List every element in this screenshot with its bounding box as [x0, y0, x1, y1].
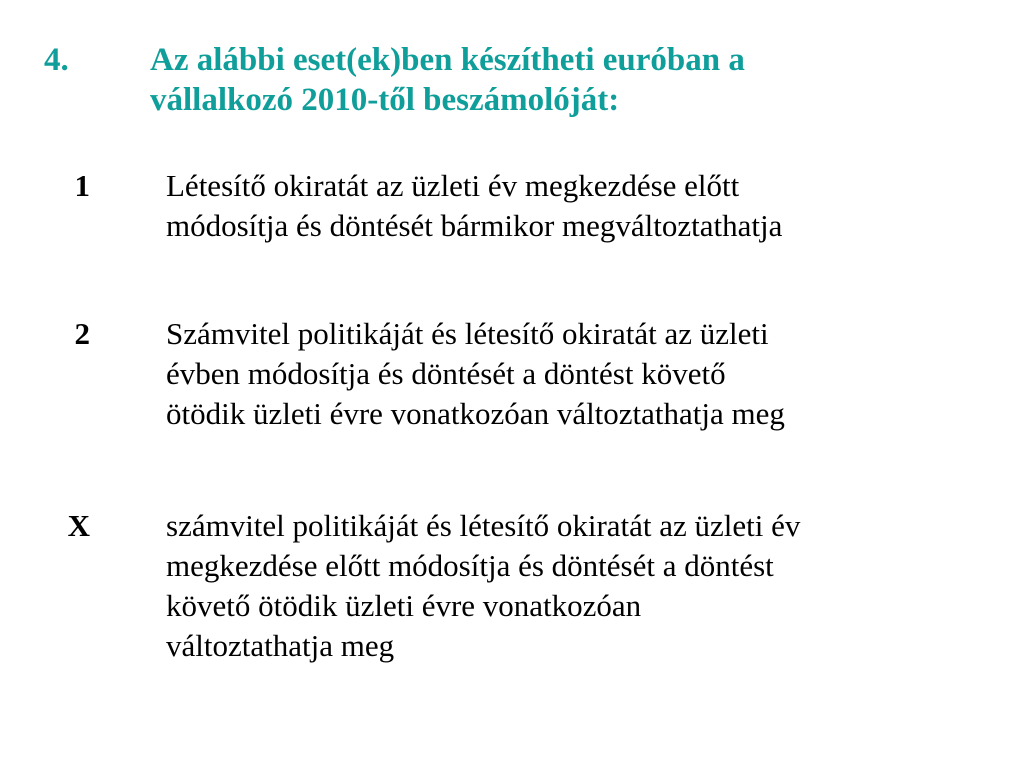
option-line: módosítja és döntését bármikor megváltoztathatja	[166, 208, 783, 243]
option-line: követő ötödik üzleti évre vonatkozóan	[166, 588, 642, 623]
option-marker: X	[67, 508, 90, 543]
question-line: Az alábbi eset(ek)ben készítheti euróban a	[150, 42, 745, 78]
option-line: ötödik üzleti évre vonatkozóan változtathatja meg	[166, 396, 785, 431]
option-text	[166, 166, 1006, 246]
option-line: számvitel politikáját és létesítő okiratát az üzleti év	[166, 508, 801, 543]
option-marker: 1	[74, 168, 90, 203]
option-line: Létesítő okiratát az üzleti év megkezdése előtt	[166, 168, 740, 203]
option-line: Számvitel politikáját és létesítő okiratát az üzleti	[166, 316, 769, 351]
question-text	[150, 40, 990, 120]
question-number: 4.	[44, 42, 69, 78]
option-text	[166, 506, 1006, 666]
option-text	[166, 314, 1006, 434]
option-line: évben módosítja és döntését a döntést követő	[166, 356, 726, 391]
option-line: változtathatja meg	[166, 628, 395, 663]
option-marker: 2	[74, 316, 90, 351]
question-line: vállalkozó 2010-től beszámolóját:	[150, 82, 620, 118]
option-line: megkezdése előtt módosítja és döntését a döntést	[166, 548, 774, 583]
